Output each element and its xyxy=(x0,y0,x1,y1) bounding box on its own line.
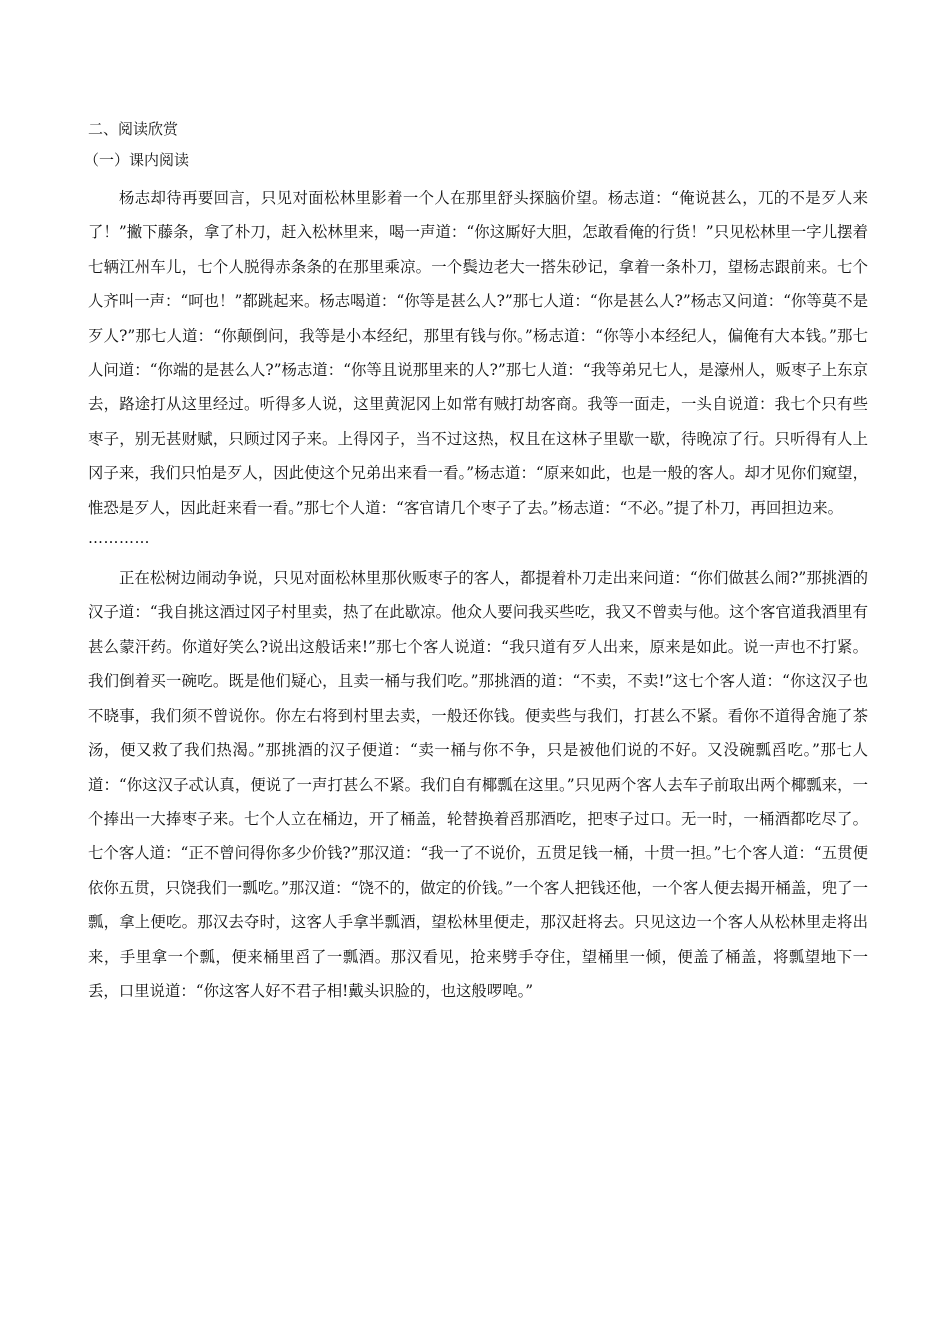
omission-ellipsis: ………… xyxy=(88,529,150,548)
passage-paragraph-2: 正在松树边闹动争说，只见对面松林里那伙贩枣子的客人，都提着朴刀走出来问道：“你们做甚么闹?”那挑酒的汉子道：“我自挑这酒过冈子村里卖，热了在此歇凉。他众人要问我买些吃，我又不曾卖与他。这个客官道我酒里有甚么蒙汗药。你道好笑么?说出这般话来!”那七个客人说道：“我只道有歹人出来，原来是如此。说一声也不打紧。我们倒着买一碗吃。既是他们疑心，且卖一桶与我们吃。”那挑酒的道：“不卖，不卖!”这七个客人道：“你这汉子也不晓事，我们须不曾说你。你左右将到村里去卖，一般还你钱。便卖些与我们，打甚么不紧。看你不道得舍施了茶汤，便又救了我们热渴。”那挑酒的汉子便道：“卖一桶与你不争，只是被他们说的不好。又没碗瓢舀吃。”那七人道：“你这汉子忒认真，便说了一声打甚么不紧。我们自有椰瓢在这里。”只见两个客人去车子前取出两个椰瓢来，一个捧出一大捧枣子来。七个人立在桶边，开了桶盖，轮替换着舀那酒吃，把枣子过口。无一时，一桶酒都吃尽了。七个客人道：“正不曾问得你多少价钱?”那汉道：“我一了不说价，五贯足钱一桶，十贯一担。”七个客人道：“五贯便依你五贯，只饶我们一瓢吃。”那汉道：“饶不的，做定的价钱。”一个客人把钱还他，一个客人便去揭开桶盖，兜了一瓢，拿上便吃。那汉去夺时，这客人手拿半瓢酒，望松林里便走，那汉赶将去。只见这边一个客人从松林里走将出来，手里拿一个瓢，便来桶里舀了一瓢酒。那汉看见，抢来劈手夺住，望桶里一倾，便盖了桶盖，将瓢望地下一丢，口里说道：“你这客人好不君子相!戴头识脸的，也这般啰唣。” xyxy=(88,569,868,1000)
passage-paragraph-1: 杨志却待再要回言，只见对面松林里影着一个人在那里舒头探脑价望。杨志道：“俺说甚么，兀的不是歹人来了！”撇下藤条，拿了朴刀，赶入松林里来，喝一声道：“你这厮好大胆，怎敢看俺的行货！”只见松林里一字儿摆着七辆江州车儿，七个人脱得赤条条的在那里乘凉。一个鬓边老大一搭朱砂记，拿着一条朴刀，望杨志跟前来。七个人齐叫一声：“呵也！”都跳起来。杨志喝道：“你等是甚么人?”那七人道：“你是甚么人?”杨志又问道：“你等莫不是歹人?”那七人道：“你颠倒问，我等是小本经纪，那里有钱与你。”杨志道：“你等小本经纪人，偏俺有大本钱。”那七人问道：“你端的是甚么人?”杨志道：“你等且说那里来的人?”那七人道：“我等弟兄七人，是濠州人，贩枣子上东京去，路途打从这里经过。听得多人说，这里黄泥冈上如常有贼打劫客商。我等一面走，一头自说道：我七个只有些枣子，别无甚财赋，只顾过冈子来。上得冈子，当不过这热，权且在这林子里歇一歇，待晚凉了行。只听得有人上冈子来，我们只怕是歹人，因此使这个兄弟出来看一看。”杨志道：“原来如此，也是一般的客人。却才见你们窥望，惟恐是歹人，因此赶来看一看。”那七个人道：“客官请几个枣子了去。”杨志道：“不必。”提了朴刀，再回担边来。 xyxy=(88,189,868,517)
document-page xyxy=(84,118,868,1008)
section-heading: 二、阅读欣赏 xyxy=(88,120,179,138)
subsection-heading: （一）课内阅读 xyxy=(84,151,190,169)
